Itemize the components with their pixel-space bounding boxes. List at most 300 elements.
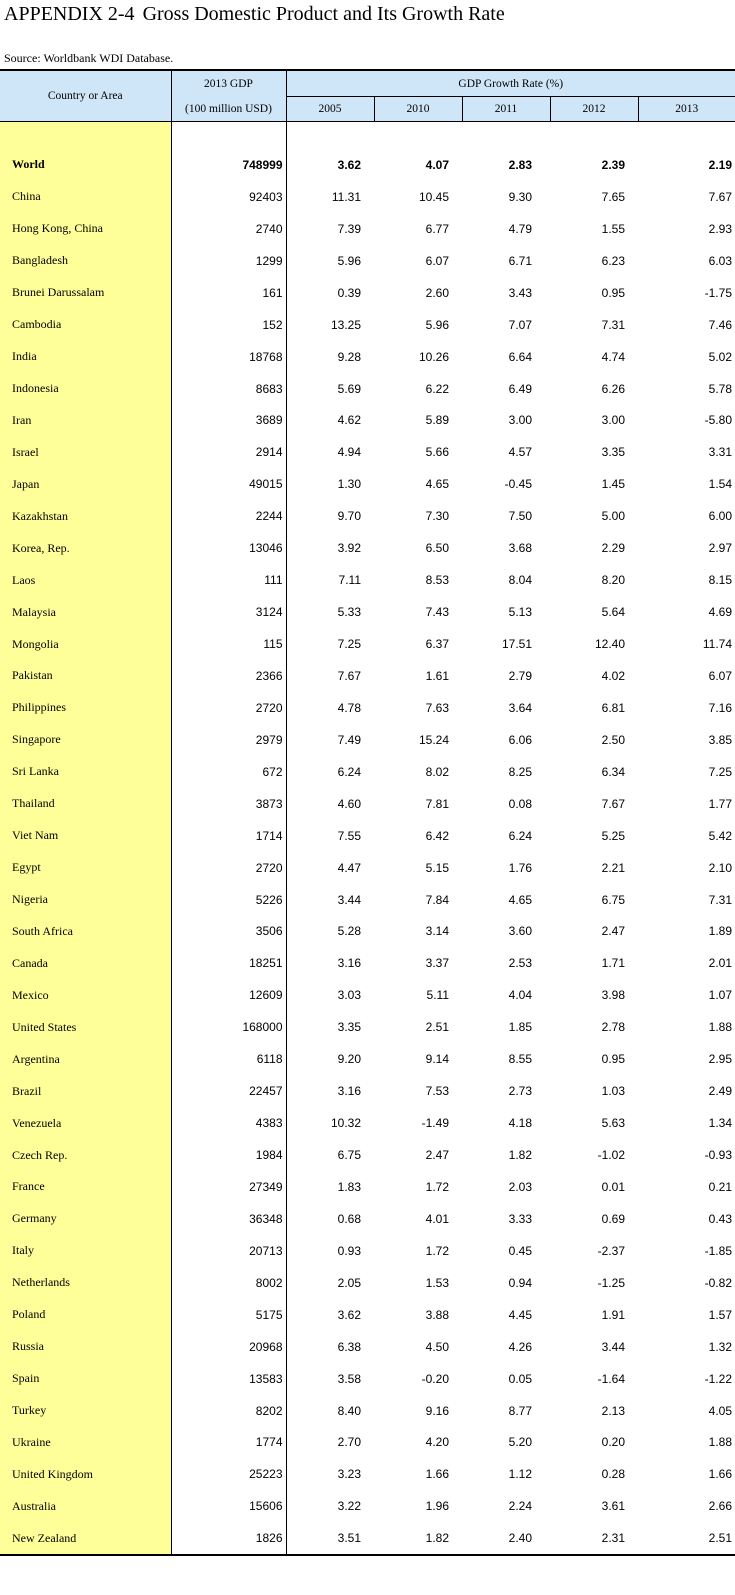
growth-cell: 4.07: [425, 157, 449, 172]
growth-cell: 5.78: [708, 381, 732, 396]
growth-cell: 2.10: [708, 860, 732, 875]
growth-cell: 13.25: [330, 317, 361, 332]
growth-cell: 8.15: [708, 573, 732, 588]
gdp-cell: 2914: [171, 436, 286, 468]
growth-cell: 2.73: [508, 1084, 532, 1099]
growth-cell: 3.16: [337, 1084, 361, 1099]
growth-cell: 3.51: [286, 1522, 374, 1555]
growth-cell: 2.97: [708, 541, 732, 556]
growth-cell: 1.85: [508, 1020, 532, 1035]
growth-cell: 6.71: [508, 253, 532, 268]
growth-cell: 5.20: [508, 1435, 532, 1450]
country-cell: Argentina: [0, 1043, 171, 1075]
growth-cell: 0.39: [337, 285, 361, 300]
growth-cell: 2.51: [638, 1522, 735, 1555]
table-row: [0, 1203, 735, 1235]
growth-cell: 2.49: [708, 1084, 732, 1099]
growth-cell: 7.67: [337, 668, 361, 683]
growth-cell: 1.32: [708, 1339, 732, 1354]
growth-cell: 2.29: [601, 541, 625, 556]
growth-cell: 3.44: [337, 892, 361, 907]
growth-cell: 3.31: [708, 445, 732, 460]
growth-cell: 1.88: [708, 1435, 732, 1450]
growth-cell: 11.74: [702, 637, 732, 652]
gdp-cell: 152: [171, 309, 286, 341]
source-note: Source: Worldbank WDI Database.: [4, 51, 174, 65]
growth-cell: 2.40: [462, 1522, 550, 1555]
growth-cell: 3.00: [601, 413, 625, 428]
growth-cell: 1.83: [337, 1179, 361, 1194]
growth-cell: 7.43: [425, 605, 449, 620]
growth-cell: 3.00: [508, 413, 532, 428]
country-cell: India: [0, 341, 171, 373]
year-header: 2013: [638, 97, 735, 122]
gdp-cell: 161: [171, 277, 286, 309]
gdp-cell: 92403: [171, 181, 286, 213]
growth-cell: 0.93: [337, 1243, 361, 1258]
growth-cell: 1.34: [708, 1116, 732, 1131]
growth-cell: 7.49: [337, 732, 361, 747]
growth-cell: 5.00: [601, 509, 625, 524]
country-cell: Korea, Rep.: [0, 532, 171, 564]
growth-cell: 1.07: [708, 988, 732, 1003]
growth-cell: 7.53: [425, 1084, 449, 1099]
gdp-cell: 2720: [171, 852, 286, 884]
table-row: [0, 692, 735, 724]
growth-cell: -0.82: [704, 1275, 732, 1290]
page-title: [4, 3, 505, 26]
table-row: [0, 1331, 735, 1363]
country-cell: Russia: [0, 1331, 171, 1363]
growth-cell: 7.84: [425, 892, 449, 907]
growth-cell: 3.92: [337, 541, 361, 556]
growth-cell: 6.75: [337, 1148, 361, 1163]
growth-cell: 2.01: [708, 956, 732, 971]
growth-cell: 2.79: [508, 668, 532, 683]
growth-cell: 1.55: [601, 221, 625, 236]
country-cell: France: [0, 1171, 171, 1203]
growth-cell: 2.70: [337, 1435, 361, 1450]
growth-cell: 9.28: [337, 349, 361, 364]
table-row: [0, 1075, 735, 1107]
growth-cell: 1.61: [425, 668, 449, 683]
gdp-cell: 672: [171, 756, 286, 788]
growth-cell: 7.16: [708, 700, 732, 715]
gdp-cell: 18251: [171, 947, 286, 979]
gdp-cell: 13583: [171, 1363, 286, 1395]
growth-cell: 4.57: [508, 445, 532, 460]
growth-cell: 5.11: [426, 988, 449, 1003]
country-cell: Cambodia: [0, 309, 171, 341]
growth-cell: 17.51: [501, 637, 532, 652]
growth-cell: 0.95: [601, 1052, 625, 1067]
gdp-cell: 15606: [171, 1490, 286, 1522]
gdp-table: [0, 69, 735, 1556]
header-row-1: [0, 70, 735, 97]
table-row: [0, 1299, 735, 1331]
growth-cell: 1.82: [374, 1522, 462, 1555]
growth-cell: 3.14: [425, 924, 449, 939]
growth-cell: 1.71: [601, 956, 625, 971]
table-row: [0, 149, 735, 181]
growth-cell: 3.62: [337, 157, 361, 172]
growth-cell: 0.68: [337, 1211, 361, 1226]
growth-cell: 1.54: [708, 477, 732, 492]
growth-cell: 2.03: [508, 1179, 532, 1194]
growth-cell: 6.23: [601, 253, 625, 268]
gdp-cell: 5175: [171, 1299, 286, 1331]
growth-cell: 1.76: [508, 860, 532, 875]
growth-cell: 3.61: [601, 1499, 625, 1514]
gdp-cell: 1299: [171, 245, 286, 277]
growth-cell: 4.01: [425, 1211, 449, 1226]
growth-cell: 1.91: [601, 1307, 625, 1322]
growth-cell: 9.14: [425, 1052, 449, 1067]
country-cell: Brazil: [0, 1075, 171, 1107]
growth-cell: 0.69: [601, 1211, 625, 1226]
table-row: [0, 373, 735, 405]
growth-cell: 3.58: [337, 1371, 361, 1386]
country-cell: Laos: [0, 564, 171, 596]
table-row: [0, 1267, 735, 1299]
growth-cell: 7.46: [708, 317, 732, 332]
table-row: [0, 1043, 735, 1075]
growth-cell: 1.96: [425, 1499, 449, 1514]
country-cell: Philippines: [0, 692, 171, 724]
growth-cell: 5.28: [337, 924, 361, 939]
growth-cell: 2.39: [601, 157, 625, 172]
table-row: [0, 436, 735, 468]
gdp-unit-header: (100 million USD): [171, 97, 286, 122]
table-row: [0, 1235, 735, 1267]
growth-cell: 2.21: [601, 860, 625, 875]
gdp-cell: 3506: [171, 916, 286, 948]
table-row: [0, 1395, 735, 1427]
growth-cell: 3.64: [508, 700, 532, 715]
growth-cell: 2.24: [508, 1499, 532, 1514]
growth-cell: 7.11: [338, 573, 361, 588]
growth-cell: 8.53: [425, 573, 449, 588]
growth-cell: 7.63: [425, 700, 449, 715]
country-cell: Ukraine: [0, 1427, 171, 1459]
growth-cell: 7.65: [601, 189, 625, 204]
growth-cell: 4.45: [508, 1307, 532, 1322]
growth-cell: 4.65: [508, 892, 532, 907]
growth-cell: 2.83: [508, 157, 532, 172]
country-cell: World: [0, 149, 171, 181]
growth-cell: 5.96: [425, 317, 449, 332]
growth-cell: 6.49: [508, 381, 532, 396]
growth-cell: 9.20: [337, 1052, 361, 1067]
growth-cell: 2.05: [337, 1275, 361, 1290]
country-cell: Poland: [0, 1299, 171, 1331]
growth-cell: -1.25: [597, 1275, 625, 1290]
gdp-cell: 3124: [171, 596, 286, 628]
spacer-row: [0, 122, 735, 150]
growth-cell: 5.66: [425, 445, 449, 460]
growth-cell: 6.64: [508, 349, 532, 364]
growth-cell: 3.23: [337, 1467, 361, 1482]
growth-cell: 5.15: [425, 860, 449, 875]
growth-cell: 3.16: [337, 956, 361, 971]
gdp-cell: 8202: [171, 1395, 286, 1427]
growth-cell: 8.55: [508, 1052, 532, 1067]
gdp-cell: 1984: [171, 1139, 286, 1171]
growth-cell: 6.24: [337, 764, 361, 779]
table-row: [0, 1490, 735, 1522]
growth-cell: 0.21: [708, 1179, 732, 1194]
gdp-cell: 8002: [171, 1267, 286, 1299]
gdp-column-header: 2013 GDP: [171, 70, 286, 97]
growth-cell: 6.34: [601, 764, 625, 779]
appendix-title: Gross Domestic Product and Its Growth Rate: [142, 3, 505, 25]
gdp-cell: 2979: [171, 724, 286, 756]
table-row: [0, 405, 735, 437]
growth-cell: 8.20: [601, 573, 625, 588]
gdp-cell: 2720: [171, 692, 286, 724]
growth-cell: 0.20: [601, 1435, 625, 1450]
country-cell: Indonesia: [0, 373, 171, 405]
country-cell: Mexico: [0, 979, 171, 1011]
table-row: [0, 596, 735, 628]
growth-cell: 5.69: [337, 381, 361, 396]
growth-cell: 0.95: [601, 285, 625, 300]
year-header: 2011: [462, 97, 550, 122]
growth-cell: 3.62: [337, 1307, 361, 1322]
growth-cell: 8.04: [508, 573, 532, 588]
growth-cell: 4.02: [601, 668, 625, 683]
growth-cell: 8.77: [508, 1403, 532, 1418]
country-cell: Canada: [0, 947, 171, 979]
appendix-code: APPENDIX 2-4: [4, 3, 135, 25]
growth-cell: 4.62: [337, 413, 361, 428]
growth-cell: 2.66: [708, 1499, 732, 1514]
table-row: [0, 1171, 735, 1203]
growth-cell: 6.38: [337, 1339, 361, 1354]
growth-cell: 3.88: [425, 1307, 449, 1322]
growth-cell: 6.06: [508, 732, 532, 747]
growth-cell: 2.19: [708, 157, 732, 172]
country-cell: Egypt: [0, 852, 171, 884]
growth-cell: 8.25: [508, 764, 532, 779]
gdp-cell: 20968: [171, 1331, 286, 1363]
growth-cell: 2.51: [425, 1020, 449, 1035]
growth-cell: 6.07: [708, 668, 732, 683]
growth-cell: -1.85: [704, 1243, 732, 1258]
growth-cell: 6.77: [425, 221, 449, 236]
growth-cell: 6.50: [425, 541, 449, 556]
country-cell: Israel: [0, 436, 171, 468]
table-row: [0, 1363, 735, 1395]
growth-cell: 1.45: [601, 477, 625, 492]
table-row: [0, 468, 735, 500]
growth-cell: 3.85: [708, 732, 732, 747]
gdp-cell: 2740: [171, 213, 286, 245]
growth-cell: 5.64: [601, 605, 625, 620]
gdp-cell: 22457: [171, 1075, 286, 1107]
year-header: 2010: [374, 97, 462, 122]
growth-cell: 3.44: [601, 1339, 625, 1354]
growth-cell: 1.12: [508, 1467, 532, 1482]
growth-cell: 3.35: [337, 1020, 361, 1035]
country-cell: Pakistan: [0, 660, 171, 692]
year-header: 2012: [550, 97, 638, 122]
growth-cell: 4.78: [337, 700, 361, 715]
year-header: 2005: [286, 97, 374, 122]
country-cell: Italy: [0, 1235, 171, 1267]
table-row: [0, 181, 735, 213]
growth-cell: 1.03: [601, 1084, 625, 1099]
gdp-cell: 18768: [171, 341, 286, 373]
growth-cell: 4.26: [508, 1339, 532, 1354]
country-cell: Hong Kong, China: [0, 213, 171, 245]
country-cell: Iran: [0, 405, 171, 437]
country-cell: Australia: [0, 1490, 171, 1522]
growth-cell: 2.47: [425, 1148, 449, 1163]
gdp-cell: 5226: [171, 884, 286, 916]
growth-cell: 1.77: [708, 796, 732, 811]
growth-cell: 1.30: [337, 477, 361, 492]
table-row: [0, 277, 735, 309]
gdp-cell: 49015: [171, 468, 286, 500]
country-cell: Viet Nam: [0, 820, 171, 852]
growth-cell: 5.13: [508, 605, 532, 620]
table-row: [0, 1139, 735, 1171]
table-row: [0, 341, 735, 373]
gdp-cell: 3873: [171, 788, 286, 820]
growth-cell: 5.25: [601, 828, 625, 843]
table-row: [0, 532, 735, 564]
gdp-cell: 2244: [171, 500, 286, 532]
country-cell: Czech Rep.: [0, 1139, 171, 1171]
gdp-cell: 12609: [171, 979, 286, 1011]
growth-cell: 15.24: [418, 732, 449, 747]
growth-cell: 5.96: [337, 253, 361, 268]
growth-cell: 2.50: [601, 732, 625, 747]
growth-cell: 4.50: [425, 1339, 449, 1354]
country-cell: China: [0, 181, 171, 213]
growth-cell: 2.53: [508, 956, 532, 971]
growth-cell: -0.93: [704, 1148, 732, 1163]
country-cell: Kazakhstan: [0, 500, 171, 532]
growth-cell: 12.40: [594, 637, 625, 652]
growth-cell: 7.55: [337, 828, 361, 843]
growth-cell: -1.64: [597, 1371, 625, 1386]
growth-cell: 0.45: [508, 1243, 532, 1258]
table-row: [0, 852, 735, 884]
growth-cell: 4.20: [425, 1435, 449, 1450]
table-row: [0, 213, 735, 245]
growth-cell: 1.66: [708, 1467, 732, 1482]
growth-cell: 6.24: [508, 828, 532, 843]
growth-cell: 2.95: [708, 1052, 732, 1067]
growth-cell: 3.22: [337, 1499, 361, 1514]
gdp-cell: 3689: [171, 405, 286, 437]
growth-cell: 7.50: [508, 509, 532, 524]
table-row: [0, 1107, 735, 1139]
growth-cell: 4.18: [508, 1116, 532, 1131]
table-row: [0, 724, 735, 756]
country-cell: Brunei Darussalam: [0, 277, 171, 309]
table-row: [0, 979, 735, 1011]
growth-cell: 7.25: [337, 637, 361, 652]
growth-cell: 0.43: [708, 1211, 732, 1226]
table-row: [0, 1522, 735, 1555]
country-cell: United Kingdom: [0, 1458, 171, 1490]
growth-cell: 0.28: [601, 1467, 625, 1482]
gdp-cell: 36348: [171, 1203, 286, 1235]
country-cell: Japan: [0, 468, 171, 500]
growth-cell: 9.16: [425, 1403, 449, 1418]
country-cell: Netherlands: [0, 1267, 171, 1299]
growth-cell: 4.60: [337, 796, 361, 811]
growth-cell: 3.03: [337, 988, 361, 1003]
growth-cell: -2.37: [597, 1243, 625, 1258]
growth-cell: -1.49: [421, 1116, 449, 1131]
growth-cell: 6.37: [425, 637, 449, 652]
growth-cell: 8.40: [337, 1403, 361, 1418]
gdp-cell: 2366: [171, 660, 286, 692]
growth-rate-header: GDP Growth Rate (%): [286, 70, 735, 97]
gdp-cell: 8683: [171, 373, 286, 405]
growth-cell: 1.89: [708, 924, 732, 939]
gdp-cell: 25223: [171, 1458, 286, 1490]
growth-cell: 4.65: [425, 477, 449, 492]
gdp-cell: 6118: [171, 1043, 286, 1075]
country-cell: Venezuela: [0, 1107, 171, 1139]
table-row: [0, 500, 735, 532]
gdp-cell: 27349: [171, 1171, 286, 1203]
growth-cell: 5.42: [708, 828, 732, 843]
gdp-cell: 748999: [171, 149, 286, 181]
growth-cell: 1.88: [708, 1020, 732, 1035]
gdp-cell: 168000: [171, 1011, 286, 1043]
growth-cell: 7.25: [708, 764, 732, 779]
growth-cell: 5.33: [337, 605, 361, 620]
growth-cell: -5.80: [704, 413, 732, 428]
growth-cell: 4.74: [601, 349, 625, 364]
growth-cell: 7.30: [425, 509, 449, 524]
growth-cell: -1.22: [704, 1371, 732, 1386]
growth-cell: 6.00: [708, 509, 732, 524]
growth-cell: 3.68: [508, 541, 532, 556]
country-cell: Germany: [0, 1203, 171, 1235]
growth-cell: 7.81: [425, 796, 449, 811]
table-row: [0, 1011, 735, 1043]
growth-cell: 5.89: [425, 413, 449, 428]
table-row: [0, 947, 735, 979]
growth-cell: 7.67: [708, 189, 732, 204]
gdp-cell: 20713: [171, 1235, 286, 1267]
growth-cell: 3.60: [508, 924, 532, 939]
growth-cell: 3.43: [508, 285, 532, 300]
growth-cell: 4.94: [337, 445, 361, 460]
growth-cell: 1.57: [708, 1307, 732, 1322]
table-row: [0, 1427, 735, 1459]
growth-cell: 4.69: [708, 605, 732, 620]
growth-cell: 6.07: [425, 253, 449, 268]
table-row: [0, 788, 735, 820]
growth-cell: 3.35: [601, 445, 625, 460]
table-row: [0, 1458, 735, 1490]
growth-cell: 1.72: [425, 1179, 449, 1194]
growth-cell: 1.53: [425, 1275, 449, 1290]
growth-cell: 4.79: [508, 221, 532, 236]
table-row: [0, 916, 735, 948]
growth-cell: 10.26: [418, 349, 449, 364]
growth-cell: 0.08: [508, 796, 532, 811]
country-cell: United States: [0, 1011, 171, 1043]
